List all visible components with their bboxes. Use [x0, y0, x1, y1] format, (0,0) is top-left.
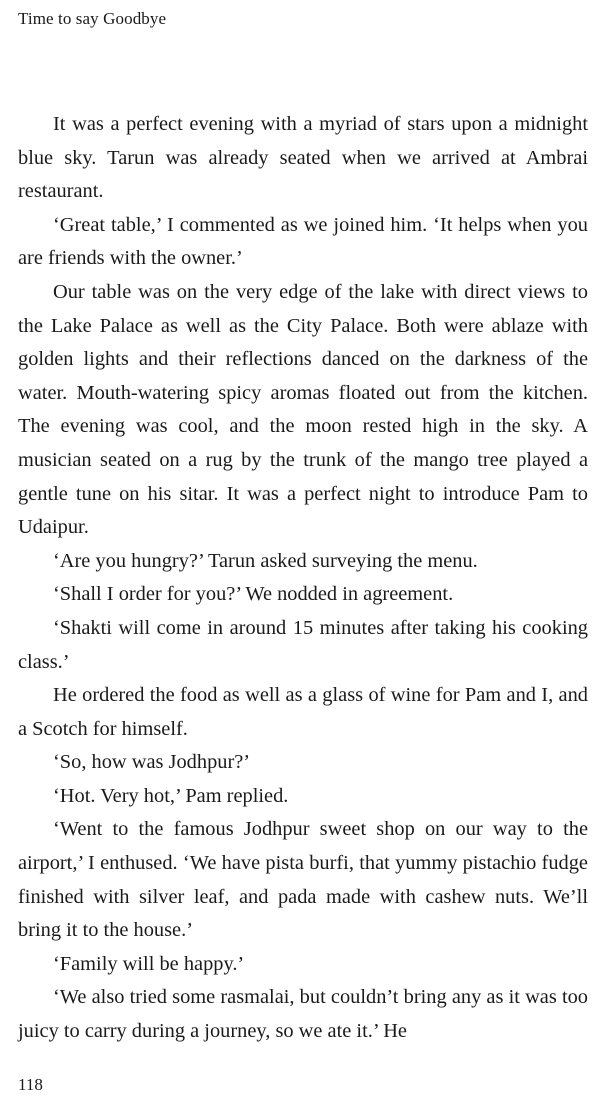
paragraph: ‘So, how was Jodhpur?’ [53, 751, 251, 774]
paragraph: ‘We also tried some rasmalai, but couldn’t bring any as it was too juicy to carry during a journey, so we ate it.’ He [18, 986, 588, 1043]
paragraph: He ordered the food as well as a glass of wine for Pam and I, and a Scotch for himself. [18, 684, 588, 740]
paragraph: ‘Shakti will come in around 15 minutes after taking his cooking class.’ [18, 616, 588, 673]
paragraph: It was a perfect evening with a myriad of stars upon a midnight blue sky. Tarun was already seated when we arrived at Ambrai restaurant. [18, 113, 588, 203]
paragraph: ‘Hot. Very hot,’ Pam replied. [53, 784, 289, 807]
paragraph: Our table was on the very edge of the lake with direct views to the Lake Palace as well as the City Palace. Both were ablaze with golden lights and their reflections danced on the darkness of the water. Mouth-watering spicy aromas floated out from the kitchen. The evening was cool, and the moon rested high in the sky. A musician seated on a rug by the trunk of the mango tree played a gentle tune on his sitar. It was a perfect night to introduce Pam to Udaipur. [18, 280, 588, 539]
running-head-title: Time to say Goodbye [18, 9, 167, 28]
paragraph: ‘Are you hungry?’ Tarun asked surveying the menu. [53, 549, 478, 572]
paragraph: ‘Went to the famous Jodhpur sweet shop on our way to the airport,’ I enthused. ‘We have pista burfi, that yummy pistachio fudge finished with silver leaf, and pada made with cashew nuts. We’ll bring it to the house.’ [18, 818, 588, 942]
paragraph: ‘Family will be happy.’ [53, 952, 245, 975]
paragraph: ‘Shall I order for you?’ We nodded in agreement. [53, 583, 454, 606]
paragraph: ‘Great table,’ I commented as we joined him. ‘It helps when you are friends with the owner.’ [18, 213, 588, 270]
body-text [18, 108, 588, 1049]
page-number: 118 [18, 1075, 43, 1094]
